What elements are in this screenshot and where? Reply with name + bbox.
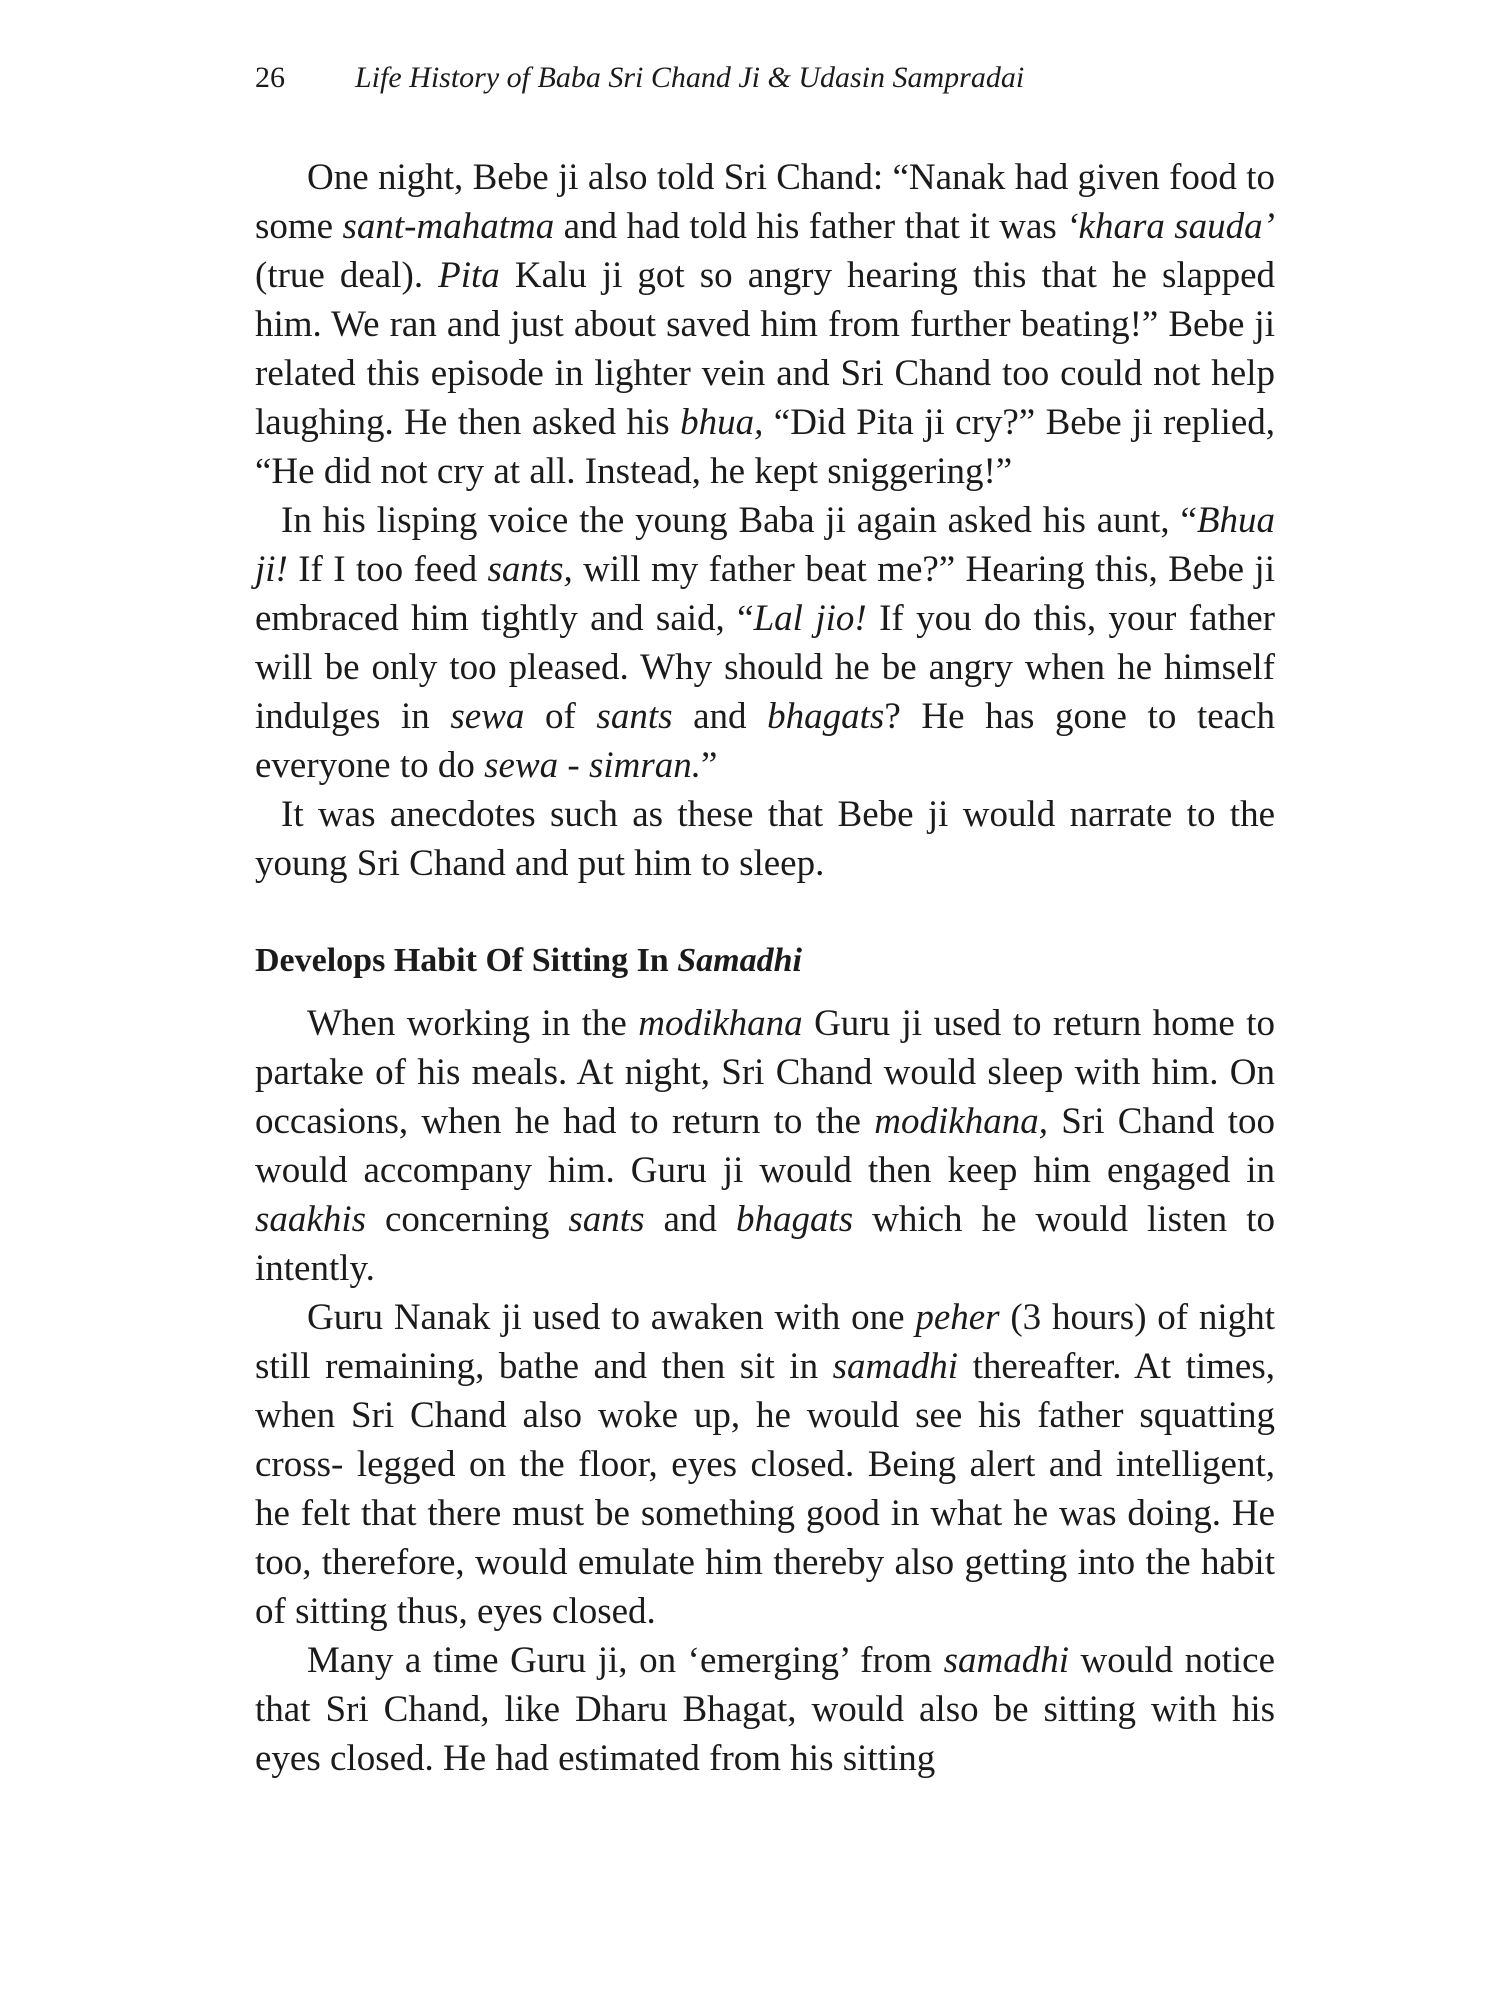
body-text <box>255 153 1275 1783</box>
text-run: Guru Nanak ji used to awaken with one <box>307 1297 916 1338</box>
text-run: and <box>644 1199 736 1240</box>
section-heading-text: Develops Habit Of Sitting In <box>255 942 678 979</box>
paragraph-modikhana <box>255 999 1275 1293</box>
section-heading <box>255 936 1275 985</box>
italic-term: saakhis <box>255 1199 366 1240</box>
text-run: of <box>524 696 597 737</box>
text-run: which he would listen to intently. <box>255 1199 1275 1289</box>
text-run: “Did Pita ji cry?” Bebe ji replied, “He did not cry at all. Instead, he kept sniggering!” <box>255 402 1275 492</box>
text-run: Kalu ji got so angry hearing this that he slapped him. We ran and just about saved him from further beating!” Bebe ji related this episode in lighter vein and Sri Chand too could not help laughing. He then asked his <box>255 255 1275 443</box>
text-run: Guru ji used to return home to partake of his meals. At night, Sri Chand would sleep with him. On occasions, when he had to return to the <box>255 1003 1276 1142</box>
italic-term: Pita <box>438 255 500 296</box>
paragraph-peher <box>255 1293 1275 1636</box>
italic-term: sants <box>596 696 673 737</box>
italic-term: sant-mahatma <box>342 206 555 247</box>
italic-term: samadhi <box>943 1640 1070 1681</box>
italic-term: sewa - simran. <box>484 745 701 786</box>
paragraph-bebe-story <box>255 153 1275 496</box>
text-run: and <box>672 696 768 737</box>
italic-term: sants, <box>487 549 573 590</box>
text-run: If I too feed <box>287 549 488 590</box>
text-run: One night, Bebe ji also told Sri Chand: “Nanak had given food to some <box>255 157 1275 247</box>
italic-term: modikhana <box>638 1003 803 1044</box>
text-run: It was anecdotes such as these that Bebe ji would narrate to the young Sri Chand and put him to sleep. <box>255 794 1275 884</box>
italic-term: sewa <box>450 696 525 737</box>
italic-term: bhagats <box>735 1199 854 1240</box>
italic-term: modikhana, <box>874 1101 1048 1142</box>
text-run: When working in the <box>307 1003 639 1044</box>
italic-term: Bhua ji! <box>255 500 1275 590</box>
text-run: and had told his father that it was <box>554 206 1067 247</box>
text-run: ? He has gone to teach everyone to do <box>255 696 1275 786</box>
paragraph-anecdotes <box>255 790 1275 888</box>
section-heading-italic: Samadhi <box>677 942 802 979</box>
book-page <box>255 58 1275 1783</box>
text-run: ” <box>701 745 718 786</box>
text-run: In his lisping voice the young Baba ji again asked his aunt, “ <box>281 500 1197 541</box>
italic-term: peher <box>915 1297 1000 1338</box>
text-run: Sri Chand too would accompany him. Guru ji would then keep him engaged in <box>255 1101 1275 1191</box>
running-title: Life History of Baba Sri Chand Ji & Udasin Sampradai <box>355 61 1025 94</box>
text-run: Many a time Guru ji, on ‘emerging’ from <box>307 1640 944 1681</box>
page-number: 26 <box>255 61 285 94</box>
paragraph-many-a-time <box>255 1636 1275 1783</box>
italic-term: bhagats <box>767 696 885 737</box>
text-run: If you do this, your father will be only too pleased. Why should he be angry when he himself indulges in <box>255 598 1275 737</box>
text-run: concerning <box>366 1199 569 1240</box>
italic-term: samadhi <box>832 1346 959 1387</box>
text-run: thereafter. At times, when Sri Chand also woke up, he would see his father squatting cross- legged on the floor, eyes closed. Being alert and intelligent, he felt that there must be something good in what he was doing. He too, therefore, would emulate him thereby also getting into the habit of sitting thus, eyes closed. <box>255 1346 1275 1632</box>
italic-term: Lal jio! <box>753 598 867 639</box>
text-run: will my father beat me?” Hearing this, Bebe ji embraced him tightly and said, “ <box>255 549 1275 639</box>
italic-term: ‘khara sauda’ <box>1066 206 1275 247</box>
text-run: (true deal). <box>255 255 439 296</box>
italic-term: sants <box>568 1199 645 1240</box>
paragraph-lisping-voice <box>255 496 1275 790</box>
text-run: would notice that Sri Chand, like Dharu Bhagat, would also be sitting with his eyes closed. He had estimated from his sitting <box>255 1640 1276 1779</box>
text-run: (3 hours) of night still remaining, bathe and then sit in <box>255 1297 1275 1387</box>
italic-term: bhua, <box>680 402 764 443</box>
running-header <box>255 58 1275 98</box>
